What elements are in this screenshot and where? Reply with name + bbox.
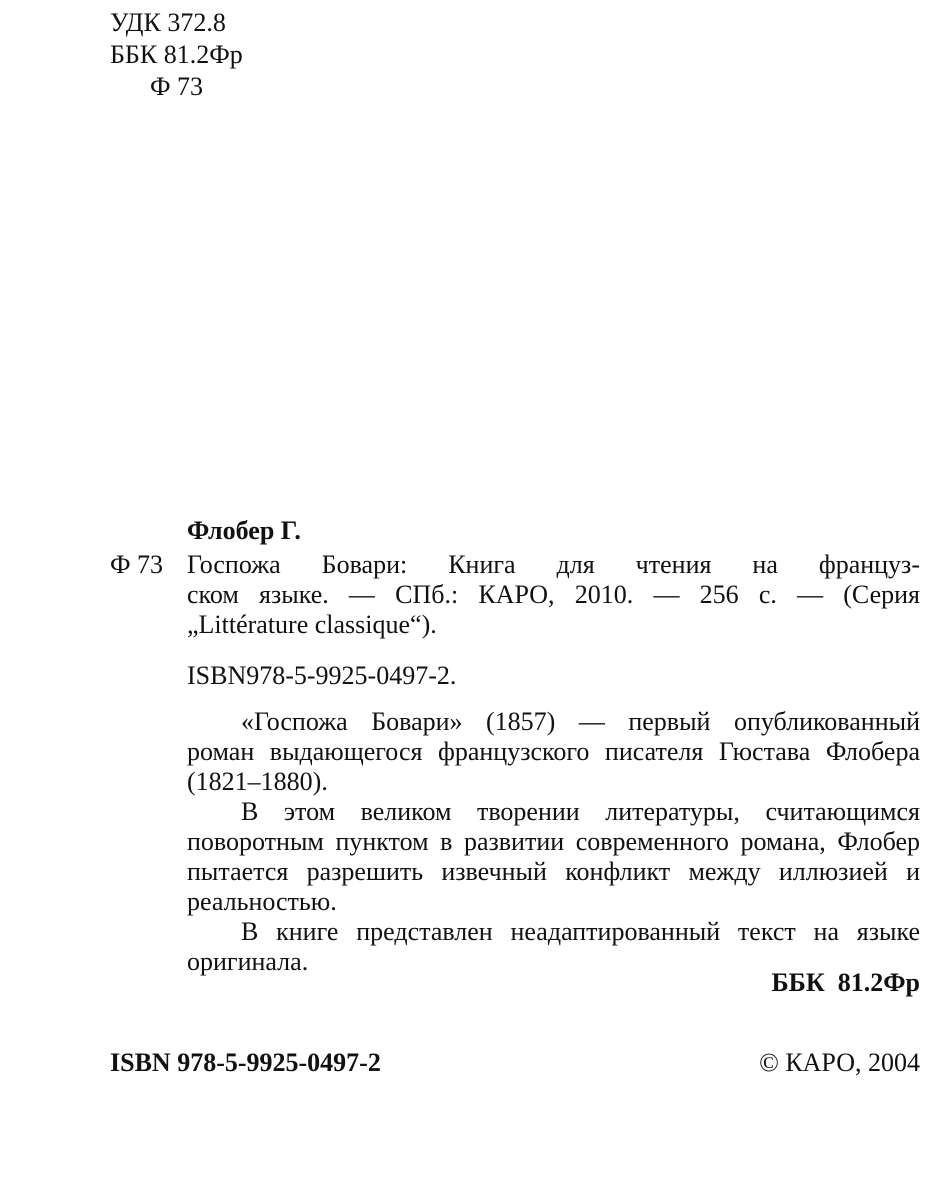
record-author: Флобер Г. — [187, 516, 301, 545]
author-mark: Ф 73 — [150, 72, 204, 101]
udk-code: УДК 372.8 — [110, 8, 226, 37]
bbk-code: ББК 81.2Фр — [110, 40, 243, 69]
description-line: „Littérature classique“). — [187, 610, 437, 639]
record-isbn: ISBN978-5-9925-0497-2. — [187, 661, 457, 690]
annotation-line: поворотным пунктом в развитии современного романа, Флобер — [187, 827, 920, 856]
annotation-line: оригинала. — [187, 947, 309, 976]
annotation-line: пытается разрешить извечный конфликт между иллюзией и — [187, 857, 920, 886]
annotation-line: В этом великом творении литературы, считающимся — [241, 797, 920, 826]
annotation-line: (1821–1880). — [187, 767, 328, 796]
bbk-classification: ББК 81.2Фр — [771, 968, 920, 997]
copyright: © КАРО, 2004 — [759, 1048, 920, 1077]
annotation-line: реальностью. — [187, 887, 337, 916]
annotation-line: В книге представлен неадаптированный текст на языке — [241, 917, 920, 946]
annotation — [187, 707, 920, 977]
record-code: Ф 73 — [110, 550, 164, 579]
annotation-line: «Госпожа Бовари» (1857) — первый опубликованный — [241, 707, 920, 736]
record-description — [187, 550, 920, 640]
description-line: ском языке. — СПб.: КАРО, 2010. — 256 с. — (Серия — [187, 580, 920, 609]
description-line: Госпожа Бовари: Книга для чтения на француз- — [187, 550, 920, 579]
annotation-line: роман выдающегося французского писателя Гюстава Флобера — [187, 737, 920, 766]
footer-isbn: ISBN 978-5-9925-0497-2 — [110, 1048, 381, 1077]
